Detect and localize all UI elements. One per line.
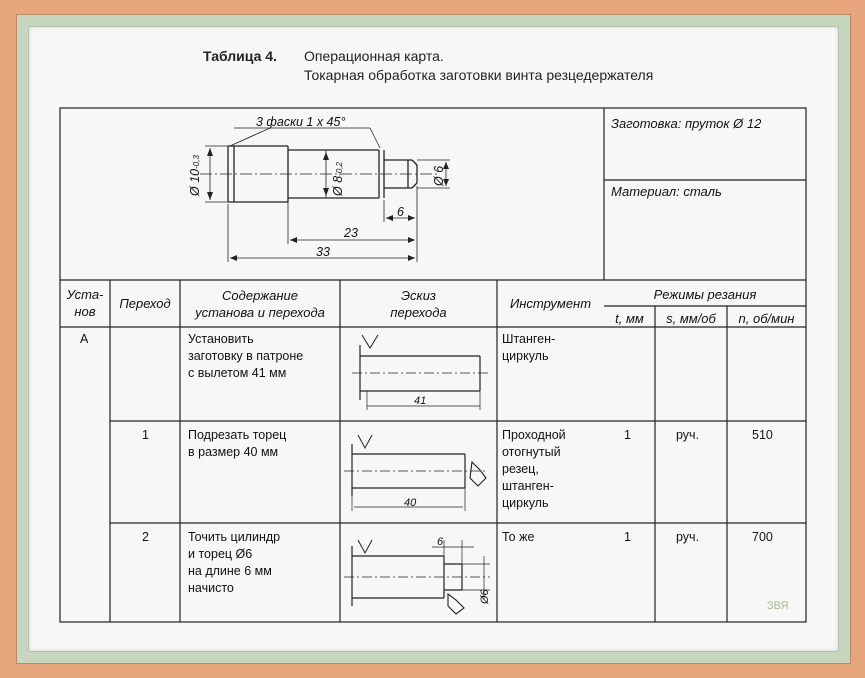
row-1-s: руч. [676, 428, 700, 442]
sketch-2 [344, 540, 490, 614]
row-2-sketch-dia: Ø6 [479, 589, 491, 604]
table-title-line2: Токарная обработка заготовки винта резцедержателя [304, 67, 654, 83]
dim-33-label: 33 [316, 245, 330, 259]
header-n: n, об/мин [738, 311, 795, 326]
dia10-label: Ø 10-0,3 [188, 155, 202, 196]
row-a-ustanov: А [80, 332, 89, 346]
table-number: Таблица 4. [203, 48, 277, 64]
row-2-sketch-dim: 6 [437, 536, 444, 548]
watermark: ЗВЯ [767, 600, 789, 612]
dim-6-label: 6 [397, 205, 404, 219]
row-a-sketch-dim: 41 [414, 395, 427, 407]
row-2-tool: То же [502, 530, 535, 544]
header-modes: Режимы резания [653, 287, 757, 302]
row-2-s: руч. [676, 530, 700, 544]
chamfer-label: 3 фаски 1 x 45° [256, 115, 346, 129]
row-1-sketch-dim: 40 [404, 497, 417, 509]
dia8-label: Ø 8-0,2 [331, 162, 345, 196]
row-a-tool: Штанген- циркуль [502, 332, 556, 363]
row-1-n: 510 [752, 428, 773, 442]
table-title-line1: Операционная карта. [304, 48, 444, 64]
row-1-perekhod: 1 [142, 428, 149, 442]
row-1-tool: Проходной отогнутый резец, штанген- циркуль [502, 428, 566, 510]
blank-label: Заготовка: пруток Ø 12 [611, 116, 762, 131]
row-2-perekhod: 2 [142, 530, 149, 544]
row-2-content: Точить цилиндр и торец Ø6 на длине 6 мм начисто [188, 530, 281, 595]
row-1-t: 1 [624, 428, 631, 442]
row-a-content: Установить заготовку в патроне с вылетом 41 мм [188, 332, 304, 380]
header-ustanov: Уста- нов [66, 287, 104, 319]
row-2-n: 700 [752, 530, 773, 544]
row-2-t: 1 [624, 530, 631, 544]
header-content: Содержание установа и перехода [195, 288, 325, 320]
header-s: s, мм/об [666, 311, 716, 326]
header-sketch: Эскиз перехода [390, 288, 447, 320]
header-tool: Инструмент [509, 296, 592, 311]
dia6-label: Ø 6 [432, 165, 446, 186]
header-perekhod: Переход [119, 296, 171, 311]
material-label: Материал: сталь [611, 184, 722, 199]
row-1-content: Подрезать торец в размер 40 мм [188, 428, 287, 459]
header-t: t, мм [615, 311, 644, 326]
dim-23-label: 23 [344, 226, 358, 240]
